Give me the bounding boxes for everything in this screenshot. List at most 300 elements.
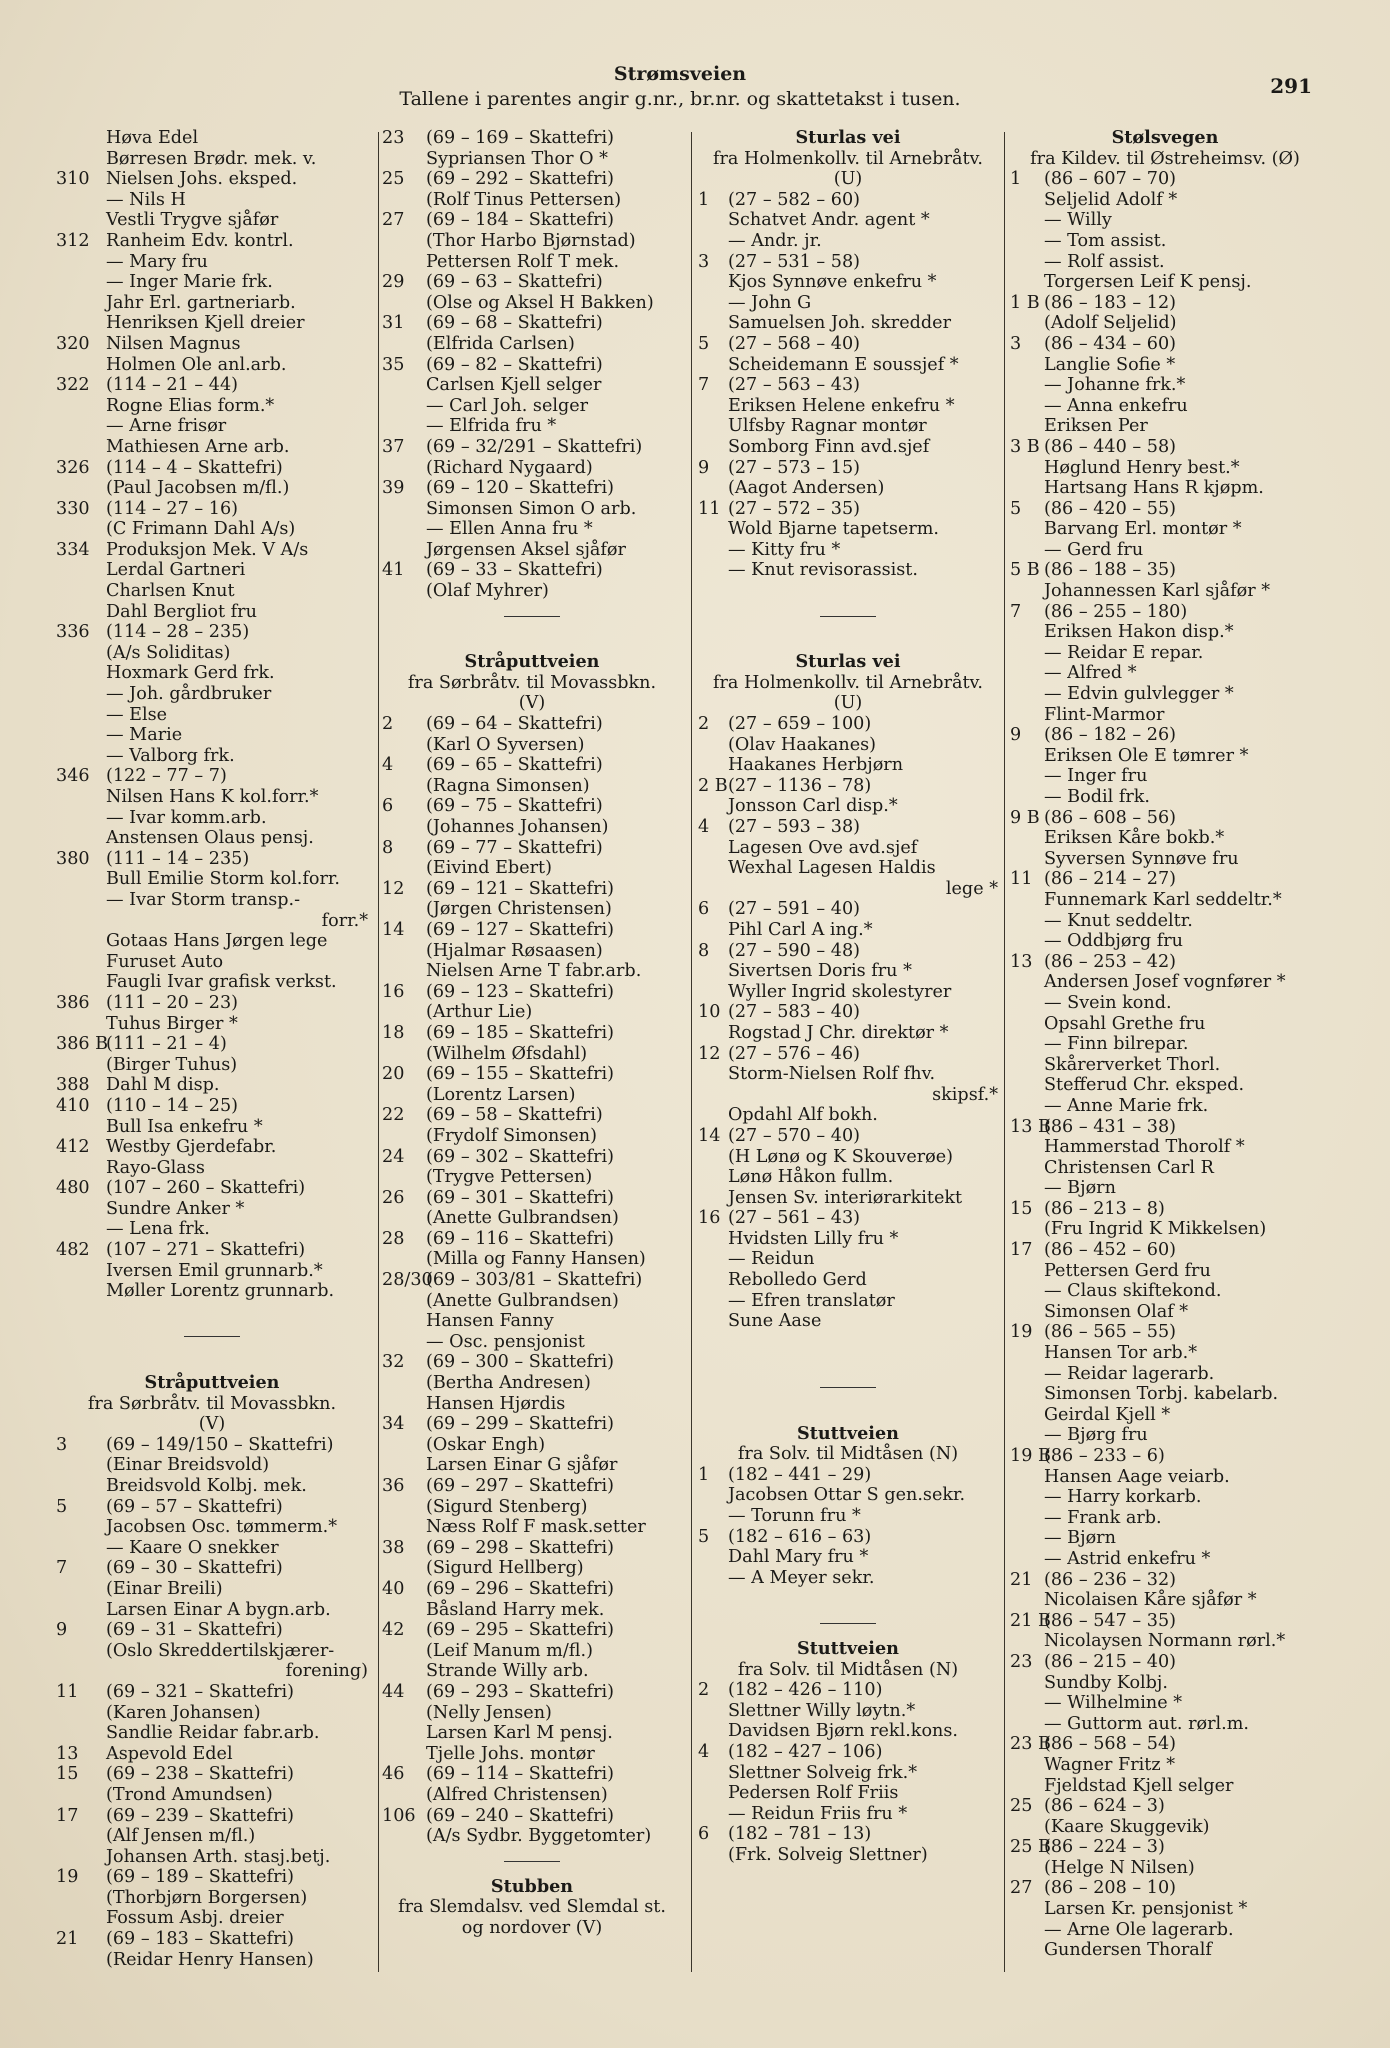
- entry-text: Børresen Brødr. mek. v.: [106, 148, 317, 169]
- entry-text: Charlsen Knut: [106, 581, 235, 602]
- house-number: 7: [698, 375, 710, 396]
- entry-text: (Birger Tuhus): [106, 1054, 238, 1075]
- street-heading: Stubben: [490, 1875, 574, 1897]
- entry-text: (C Frimann Dahl A/s): [106, 519, 296, 540]
- listing-entry: [698, 1002, 998, 1023]
- entry-text: (69 – 64 – Skattefri): [426, 714, 603, 735]
- listing-entry: [1010, 1384, 1320, 1405]
- listing-entry: [56, 1455, 368, 1476]
- spacer: [56, 1302, 368, 1323]
- entry-text: Simonsen Torbj. kabelarb.: [1044, 1384, 1279, 1405]
- listing-entry: [698, 1044, 998, 1065]
- house-number: 37: [382, 436, 405, 457]
- entry-text: (Bertha Andresen): [426, 1373, 591, 1394]
- listing-entry: [698, 355, 998, 376]
- entry-text: Wexhal Lagesen Haldis: [728, 858, 936, 879]
- listing-entry: [56, 1558, 368, 1579]
- entry-text: (86 – 255 – 180): [1044, 601, 1188, 622]
- entry-text: Høglund Henry best.*: [1044, 457, 1240, 478]
- entry-text: (114 – 27 – 16): [106, 498, 239, 519]
- listing-entry: [1010, 808, 1320, 829]
- entry-text: Produksjon Mek. V A/s: [106, 539, 309, 560]
- entry-text: Nicolaisen Kåre sjåfør *: [1044, 1590, 1257, 1611]
- listing-entry: [56, 1744, 368, 1765]
- entry-text: (69 – 127 – Skattefri): [426, 919, 614, 940]
- entry-text: (86 – 253 – 42): [1044, 951, 1177, 972]
- entry-text: Nielsen Johs. eksped.: [106, 169, 298, 190]
- entry-text: Holmen Ole anl.arb.: [106, 354, 287, 375]
- listing-entry: [382, 581, 682, 602]
- entry-text: — Arne frisør: [106, 416, 227, 437]
- page-subtitle: Tallene i parentes angir g.nr., br.nr. og skattetakst i tusen.: [399, 88, 961, 110]
- listing-entry: [382, 1311, 682, 1332]
- listing-entry: [1010, 1096, 1320, 1117]
- listing-entry: [382, 499, 682, 520]
- listing-entry: [1010, 355, 1320, 376]
- entry-continuation: skipsf.*: [932, 1084, 998, 1105]
- street-heading: Stuttveien: [797, 1422, 899, 1444]
- entry-text: Rogstad J Chr. direktør *: [728, 1022, 949, 1043]
- house-number: 388: [56, 1075, 90, 1096]
- listing-entry: [56, 1867, 368, 1888]
- entry-text: — Edvin gulvlegger *: [1044, 684, 1234, 705]
- listing-entry: [56, 1517, 368, 1538]
- entry-text: (Johannes Johansen): [426, 817, 609, 837]
- entry-text: (86 – 215 – 40): [1044, 1651, 1177, 1672]
- entry-text: (27 – 590 – 48): [728, 940, 861, 961]
- entry-text: — Finn bilrepar.: [1044, 1034, 1189, 1055]
- entry-text: — Reidar E repar.: [1044, 642, 1204, 663]
- section-separator: [382, 602, 682, 632]
- entry-text: Breidsvold Kolbj. mek.: [106, 1476, 307, 1496]
- listing-entry: [382, 169, 682, 190]
- entry-text: Nielsen Arne T fabr.arb.: [426, 961, 642, 982]
- entry-text: Nicolaysen Normann rørl.*: [1044, 1631, 1286, 1652]
- listing-entry: [698, 375, 998, 396]
- entry-text: — Alfred *: [1044, 663, 1137, 684]
- house-number: 326: [56, 457, 90, 478]
- house-number: 330: [56, 498, 90, 519]
- listing-entry: [382, 1105, 682, 1126]
- listing-entry: [698, 1547, 998, 1568]
- entry-text: (86 – 213 – 8): [1044, 1198, 1165, 1219]
- entry-text: (182 – 426 – 110): [728, 1680, 883, 1701]
- listing-entry: [382, 796, 682, 817]
- listing-entry: [56, 602, 368, 623]
- listing-entry: [1010, 931, 1320, 952]
- entry-text: (Thor Harbo Bjørnstad): [426, 230, 636, 251]
- house-number: 31: [382, 313, 405, 334]
- entry-text: Barvang Erl. montør *: [1044, 519, 1242, 540]
- listing-entry: [56, 396, 368, 417]
- entry-text: Hansen Aage veiarb.: [1044, 1466, 1230, 1487]
- listing-entry: [56, 1929, 368, 1950]
- listing-entry: [698, 1023, 998, 1044]
- listing-entry: [56, 766, 368, 787]
- entry-text: Skårerverket Thorl.: [1044, 1054, 1221, 1075]
- entry-text: Rayo-Glass: [106, 1157, 205, 1178]
- house-number: 1: [698, 189, 710, 210]
- entry-text: — Ivar Storm transp.-: [106, 889, 301, 910]
- entry-text: Bull Isa enkefru *: [106, 1116, 263, 1137]
- entry-text: (69 – 121 – Skattefri): [426, 878, 614, 899]
- house-number: 16: [698, 1208, 721, 1229]
- entry-text: (86 – 568 – 54): [1044, 1734, 1177, 1755]
- listing-entry: [56, 499, 368, 520]
- entry-text: (182 – 441 – 29): [728, 1464, 872, 1485]
- listing-entry: [1010, 1508, 1320, 1529]
- house-number: 18: [382, 1022, 405, 1043]
- listing-entry: [382, 293, 682, 314]
- listing-entry: [382, 375, 682, 396]
- listing-entry: [382, 714, 682, 735]
- listing-entry: [698, 961, 998, 982]
- entry-text: — Carl Joh. selger: [426, 395, 589, 416]
- entry-text: Scheidemann E soussjef *: [728, 354, 959, 375]
- entry-text: (Karen Johansen): [106, 1702, 261, 1723]
- column-2: [382, 128, 682, 1938]
- listing-entry: [1010, 746, 1320, 767]
- house-number: 4: [698, 817, 710, 837]
- listing-entry: [382, 1826, 682, 1847]
- listing-entry: [1010, 1261, 1320, 1282]
- listing-entry: [698, 858, 998, 879]
- listing-entry: [1010, 396, 1320, 417]
- house-number: 10: [698, 1002, 721, 1023]
- listing-entry: [1010, 272, 1320, 293]
- entry-text: (69 – 297 – Skattefri): [426, 1476, 614, 1496]
- entry-text: (86 – 182 – 26): [1044, 725, 1177, 746]
- entry-text: Eriksen Hakon disp.*: [1044, 622, 1234, 643]
- listing-entry: [1010, 622, 1320, 643]
- listing-entry: [56, 1908, 368, 1929]
- listing-entry: [698, 776, 998, 797]
- listing-entry: [1010, 1117, 1320, 1138]
- listing-entry: [382, 735, 682, 756]
- entry-text: — Inger Marie frk.: [106, 272, 273, 293]
- listing-entry: [382, 1641, 682, 1662]
- entry-text: — Anna enkefru: [1044, 395, 1188, 416]
- house-number: 8: [698, 940, 710, 961]
- entry-text: (Kaare Skuggevik): [1044, 1816, 1210, 1837]
- listing-entry: [382, 1229, 682, 1250]
- entry-text: (111 – 20 – 23): [106, 992, 239, 1013]
- entry-text: Eriksen Ole E tømrer *: [1044, 745, 1249, 766]
- entry-text: Westby Gjerdefabr.: [106, 1137, 277, 1158]
- page-header: [60, 62, 1300, 112]
- entry-text: (Olaf Myhrer): [426, 581, 549, 602]
- entry-text: Simonsen Simon O arb.: [426, 498, 637, 519]
- entry-text: (69 – 299 – Skattefri): [426, 1414, 614, 1435]
- entry-text: — Johanne frk.*: [1044, 375, 1186, 396]
- entry-text: Slettner Solveig frk.*: [728, 1762, 918, 1783]
- house-number: 2: [698, 714, 710, 735]
- house-number: 5: [1010, 498, 1022, 519]
- listing-entry: [698, 1064, 998, 1085]
- entry-text: (Olav Haakanes): [728, 734, 877, 755]
- house-number: 11: [56, 1681, 79, 1702]
- entry-text: (86 – 624 – 3): [1044, 1796, 1165, 1817]
- listing-entry: [1010, 1467, 1320, 1488]
- entry-text: Seljelid Adolf *: [1044, 189, 1178, 210]
- entry-text: (Thorbjørn Borgersen): [106, 1887, 308, 1908]
- entry-text: Dahl Bergliot fru: [106, 601, 257, 622]
- house-number: 12: [382, 878, 405, 899]
- entry-text: (Arthur Lie): [426, 1002, 533, 1023]
- entry-text: Ulfsby Ragnar montør: [728, 416, 927, 437]
- entry-text: — Willy: [1044, 210, 1112, 231]
- street-route: fra Solv. til Midtåsen (N): [737, 1444, 959, 1465]
- listing-entry: [382, 1806, 682, 1827]
- entry-text: Anstensen Olaus pensj.: [106, 828, 314, 849]
- listing-entry: [56, 931, 368, 952]
- entry-text: (Oslo Skreddertilskjærer-: [106, 1640, 335, 1661]
- listing-entry: [1010, 869, 1320, 890]
- house-number: 32: [382, 1352, 405, 1373]
- entry-text: Kjos Synnøve enkefru *: [728, 272, 937, 293]
- house-number: 27: [1010, 1878, 1033, 1899]
- house-number: 5: [698, 333, 710, 354]
- listing-entry: [698, 540, 998, 561]
- entry-text: — Bodil frk.: [1044, 787, 1150, 807]
- listing-entry: [382, 1764, 682, 1785]
- entry-text: Carlsen Kjell selger: [426, 375, 602, 396]
- column-1: [56, 128, 368, 1970]
- listing-entry: [382, 272, 682, 293]
- listing-entry: [1010, 478, 1320, 499]
- listing-entry: [56, 1476, 368, 1497]
- entry-text: (69 – 300 – Skattefri): [426, 1352, 614, 1373]
- entry-text: (69 – 63 – Skattefri): [426, 272, 603, 293]
- listing-entry: [382, 879, 682, 900]
- street-route: (V): [198, 1414, 226, 1435]
- entry-text: Johansen Arth. stasj.betj.: [106, 1846, 331, 1867]
- section-separator: [698, 602, 998, 632]
- listing-entry: [1010, 1178, 1320, 1199]
- entry-text: Storm-Nielsen Rolf fhv.: [728, 1064, 936, 1085]
- listing-entry: [1010, 952, 1320, 973]
- entry-text: (69 – 296 – Skattefri): [426, 1578, 614, 1599]
- listing-entry: [56, 787, 368, 808]
- entry-text: (27 – 531 – 58): [728, 251, 861, 272]
- listing-entry: [1010, 1837, 1320, 1858]
- spacer: [56, 1352, 368, 1373]
- entry-text: (Alfred Christensen): [426, 1784, 608, 1805]
- entry-text: (Aagot Andersen): [728, 478, 885, 499]
- listing-entry: [1010, 1652, 1320, 1673]
- listing-entry: [56, 993, 368, 1014]
- listing-entry: [698, 519, 998, 540]
- entry-text: Strande Willy arb.: [426, 1661, 589, 1682]
- entry-text: (Anette Gulbrandsen): [426, 1208, 619, 1229]
- listing-entry: [382, 899, 682, 920]
- entry-text: — Andr. jr.: [728, 230, 822, 251]
- entry-text: (Leif Manum m/fl.): [426, 1640, 593, 1661]
- house-number: 2: [382, 714, 394, 735]
- spacer: [698, 632, 998, 653]
- entry-text: Lagesen Ove avd.sjef: [728, 837, 918, 858]
- entry-text: (Sigurd Stenberg): [426, 1496, 588, 1517]
- listing-entry: [698, 1506, 998, 1527]
- listing-entry: [382, 149, 682, 170]
- house-number: 22: [382, 1105, 405, 1126]
- entry-text: Aspevold Edel: [106, 1743, 233, 1764]
- listing-entry: [382, 1558, 682, 1579]
- entry-text: (27 – 561 – 43): [728, 1208, 861, 1229]
- entry-text: (69 – 189 – Skattefri): [106, 1867, 294, 1888]
- house-number: 7: [1010, 601, 1022, 622]
- street-route: fra Solv. til Midtåsen (N): [737, 1659, 959, 1680]
- entry-text: (69 – 169 – Skattefri): [426, 128, 614, 148]
- listing-entry: [1010, 190, 1320, 211]
- entry-text: Tjelle Johs. montør: [426, 1743, 595, 1764]
- listing-entry: [698, 396, 998, 417]
- listing-entry: [382, 540, 682, 561]
- entry-text: (69 – 303/81 – Skattefri): [426, 1270, 643, 1291]
- listing-entry: [382, 478, 682, 499]
- entry-text: Slettner Willy løytn.*: [728, 1700, 916, 1721]
- listing-entry: [56, 128, 368, 149]
- entry-text: Simonsen Olaf *: [1044, 1301, 1189, 1322]
- entry-text: Hansen Hjørdis: [426, 1393, 566, 1414]
- listing-entry: [1010, 1611, 1320, 1632]
- house-number: 9: [1010, 725, 1022, 746]
- listing-entry: [1010, 849, 1320, 870]
- entry-text: (182 – 781 – 13): [728, 1824, 872, 1845]
- entry-text: Funnemark Karl seddeltr.*: [1044, 889, 1282, 910]
- entry-text: (Frydolf Simonsen): [426, 1125, 597, 1146]
- listing-entry: [56, 1219, 368, 1240]
- listing-entry: [382, 838, 682, 859]
- entry-text: (86 – 183 – 12): [1044, 292, 1177, 313]
- entry-text: (86 – 233 – 6): [1044, 1446, 1165, 1466]
- listing-entry: [1010, 1776, 1320, 1797]
- listing-entry: [698, 755, 998, 776]
- house-number: 412: [56, 1137, 90, 1158]
- entry-text: (Trygve Pettersen): [426, 1167, 593, 1188]
- entry-text: Sypriansen Thor O *: [426, 148, 608, 169]
- listing-entry: [698, 1208, 998, 1229]
- listing-entry: [1010, 643, 1320, 664]
- entry-text: (Reidar Henry Hansen): [106, 1949, 314, 1970]
- house-number: 40: [382, 1578, 405, 1599]
- entry-text: — Efren translatør: [728, 1290, 895, 1311]
- entry-text: (Einar Breili): [106, 1578, 223, 1599]
- listing-entry: [56, 1888, 368, 1909]
- listing-entry: [56, 519, 368, 540]
- entry-text: Rebolledo Gerd: [728, 1270, 867, 1291]
- house-number: 3: [698, 251, 710, 272]
- entry-text: Jacobsen Osc. tømmerm.*: [106, 1517, 338, 1538]
- house-number: 29: [382, 272, 405, 293]
- entry-text: (69 – 77 – Skattefri): [426, 837, 603, 858]
- house-number: 410: [56, 1095, 90, 1116]
- listing-entry: [382, 1064, 682, 1085]
- listing-entry: [56, 375, 368, 396]
- entry-text: Larsen Karl M pensj.: [426, 1723, 613, 1744]
- listing-entry: [1010, 1158, 1320, 1179]
- entry-text: (27 – 591 – 40): [728, 899, 861, 920]
- house-number: 9: [698, 457, 710, 478]
- entry-text: (Hjalmar Røsaasen): [426, 940, 603, 961]
- entry-text: (Lorentz Larsen): [426, 1084, 576, 1105]
- entry-text: Mathiesen Arne arb.: [106, 436, 290, 457]
- house-number: 26: [382, 1187, 405, 1208]
- listing-entry: [382, 920, 682, 941]
- listing-entry: [698, 817, 998, 838]
- entry-text: — Ellen Anna fru *: [426, 519, 593, 540]
- entry-text: — Inger fru: [1044, 766, 1148, 787]
- listing-entry: [56, 1826, 368, 1847]
- listing-entry: [56, 169, 368, 190]
- entry-text: Opsahl Grethe fru: [1044, 1013, 1206, 1034]
- entry-text: Johannessen Karl sjåfør *: [1044, 581, 1271, 602]
- listing-entry: [1010, 231, 1320, 252]
- entry-text: Jahr Erl. gartneriarb.: [106, 292, 296, 313]
- entry-text: (27 – 570 – 40): [728, 1125, 861, 1146]
- entry-text: — Bjørg fru: [1044, 1425, 1148, 1446]
- listing-entry: [1010, 1322, 1320, 1343]
- listing-entry: [56, 622, 368, 643]
- entry-text: Fossum Asbj. dreier: [106, 1908, 284, 1929]
- column-divider: [378, 132, 379, 1972]
- listing-entry: [1010, 210, 1320, 231]
- entry-text: — Arne Ole lagerarb.: [1044, 1919, 1234, 1940]
- listing-entry: [1010, 1796, 1320, 1817]
- listing-entry: [698, 458, 998, 479]
- listing-entry: [698, 838, 998, 859]
- listing-entry: [698, 1126, 998, 1147]
- entry-text: (69 – 33 – Skattefri): [426, 560, 603, 581]
- section-separator: [698, 1609, 998, 1639]
- street-heading: Stølsvegen: [1111, 127, 1219, 148]
- entry-text: Gotaas Hans Jørgen lege: [106, 931, 328, 952]
- entry-text: Pettersen Gerd fru: [1044, 1260, 1211, 1281]
- entry-text: Flint-Marmor: [1044, 704, 1165, 725]
- listing-entry: [382, 1517, 682, 1538]
- entry-text: Hansen Tor arb.*: [1044, 1343, 1198, 1364]
- entry-text: (69 – 295 – Skattefri): [426, 1620, 614, 1641]
- entry-text: (A/s Soliditas): [106, 642, 231, 663]
- listing-entry: [698, 1485, 998, 1506]
- listing-entry: [698, 499, 998, 520]
- listing-entry: [698, 1721, 998, 1742]
- listing-entry: [56, 663, 368, 684]
- entry-text: Nilsen Magnus: [106, 333, 241, 354]
- listing-entry: [1010, 1899, 1320, 1920]
- column-3: [698, 128, 998, 1866]
- listing-entry: [56, 1847, 368, 1868]
- listing-entry: [382, 1600, 682, 1621]
- listing-entry: [698, 478, 998, 499]
- entry-text: (86 – 607 – 70): [1044, 169, 1177, 190]
- entry-text: (Richard Nygaard): [426, 457, 593, 478]
- listing-entry: [382, 961, 682, 982]
- listing-entry: [56, 1538, 368, 1559]
- listing-entry: [382, 1147, 682, 1168]
- entry-text: (69 – 123 – Skattefri): [426, 981, 614, 1002]
- entry-text: (86 – 434 – 60): [1044, 333, 1177, 354]
- house-number: 25: [382, 169, 405, 190]
- listing-entry: [56, 746, 368, 767]
- listing-entry: [698, 437, 998, 458]
- entry-text: (86 – 431 – 38): [1044, 1116, 1177, 1137]
- entry-text: Samuelsen Joh. skredder: [728, 313, 951, 334]
- listing-entry: [1010, 828, 1320, 849]
- entry-text: (A/s Sydbr. Byggetomter): [426, 1826, 652, 1847]
- house-number: 5: [56, 1496, 68, 1517]
- listing-entry: [1010, 313, 1320, 334]
